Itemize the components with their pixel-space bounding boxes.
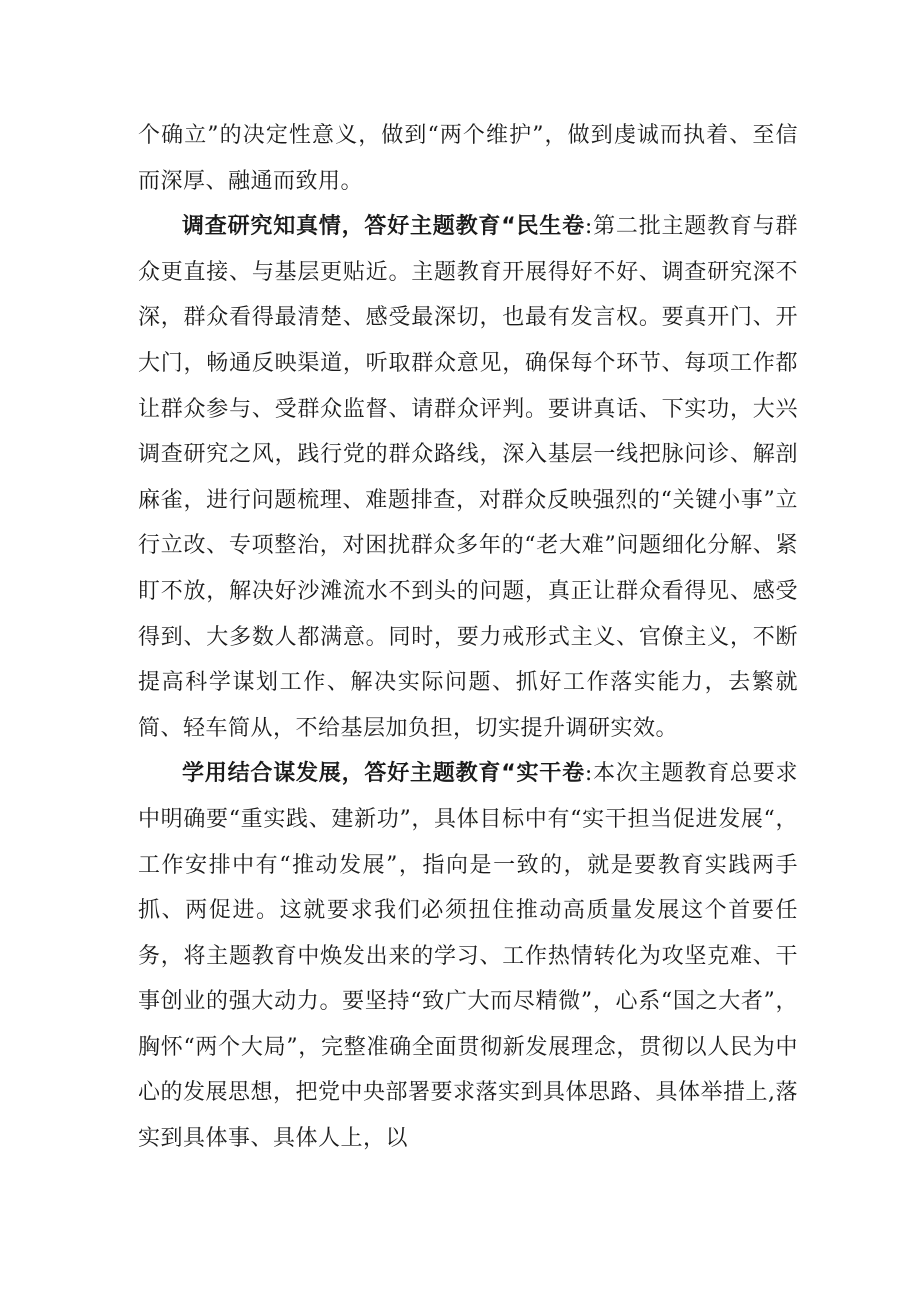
document-body xyxy=(138,113,798,1162)
paragraph-learning-development xyxy=(138,751,798,1161)
paragraph-survey-research xyxy=(138,204,798,751)
paragraph-text: 个确立”的决定性意义，做到“两个维护”，做到虔诚而执着、至信而深厚、融通而致用。 xyxy=(138,123,798,194)
paragraph-continuation xyxy=(138,113,798,204)
paragraph-text: :第二批主题教育与群众更直接、与基层更贴近。主题教育开展得好不好、调查研究深不深，群众看得最清楚、感受最深切，也最有发言权。要真开门、开大门，畅通反映渠道，听取群众意见，确保每个环节、每项工作都让群众参与、受群众监督、请群众评判。要讲真话、下实功，大兴调查研究之风，践行党的群众路线，深入基层一线把脉问诊、解剖麻雀，进行问题梳理、难题排查，对群众反映强烈的“关键小事”立行立改、专项整治，对困扰群众多年的“老大难”问题细化分解、紧盯不放，解决好沙滩流水不到头的问题，真正让群众看得见、感受得到、大多数人都满意。同时，要力戒形式主义、官僚主义，不断提高科学谋划工作、解决实际问题、抓好工作落实能力，去繁就简、轻车简从，不给基层加负担，切实提升调研实效。 xyxy=(138,214,798,741)
paragraph-text: :本次主题教育总要求中明确要“重实践、建新功”，具体目标中有“实干担当促进发展“，工作安排中有“推动发展”，指向是一致的，就是要教育实践两手抓、两促进。这就要求我们必须扭住推动高质量发展这个首要任务，将主题教育中焕发出来的学习、工作热情转化为攻坚克难、干事创业的强大动力。要坚持“致广大而尽精微”，心系“国之大者”，胸怀“两个大局”，完整准确全面贯彻新发展理念，贯彻以人民为中心的发展思想，把党中央部署要求落实到具体思路、具体举措上,落实到具体事、具体人上，以 xyxy=(138,761,798,1152)
paragraph-heading: 学用结合谋发展，答好主题教育“实干卷 xyxy=(182,761,585,787)
paragraph-heading: 调查研究知真情，答好主题教育“民生卷 xyxy=(182,214,585,240)
